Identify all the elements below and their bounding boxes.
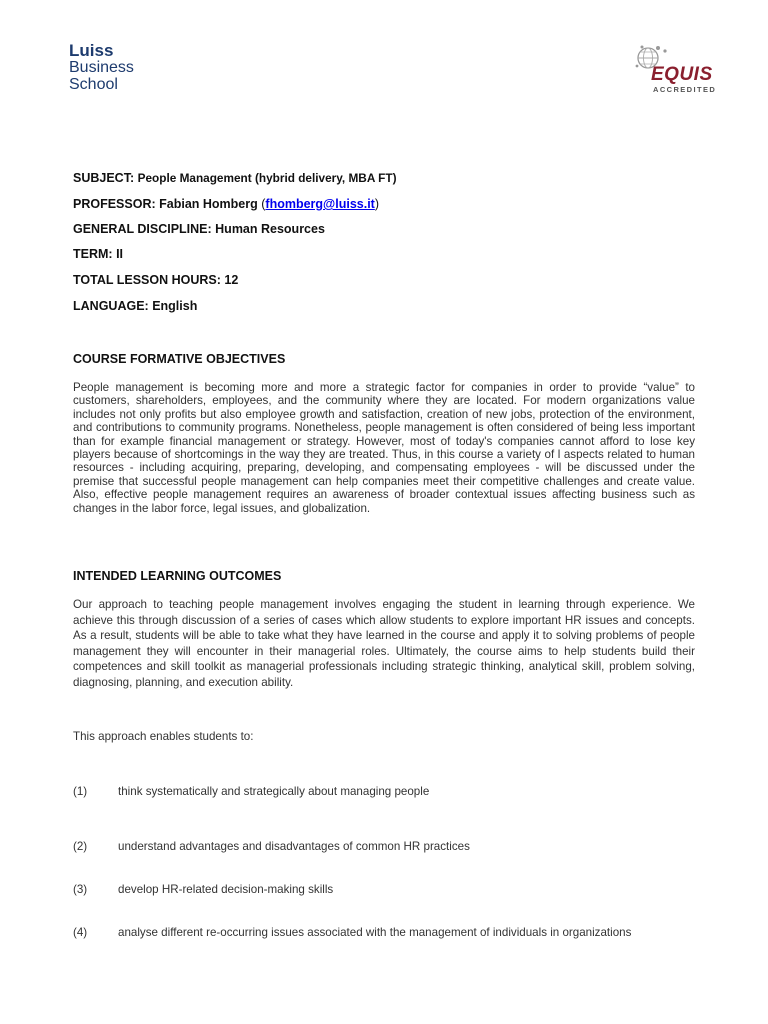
subject-value: People Management (hybrid delivery, MBA FT) [137,171,397,185]
luiss-logo-line1: Luiss [69,41,114,60]
outcome-item-text: develop HR-related decision-making skills [118,883,334,896]
professor-line [73,197,379,211]
outcome-item-number: (3) [73,883,88,896]
outcome-item-number: (1) [73,785,88,798]
language-value: English [152,299,198,313]
professor-value: Fabian Homberg [159,197,258,211]
outcome-item-number: (2) [73,840,88,853]
outcomes-paragraph: Our approach to teaching people management involves engaging the student in learning through experience. We achieve this through discussion of a series of cases which allow students to explore important HR issues and concepts. As a result, students will be able to take what they have learned in the course and apply it to solving problems of people management they will encounter in their managerial roles. Ultimately, the course aims to help students build their competences and skill toolkit as managerial professionals including strategic thinking, analytical skill, problem solving, diagnosing, planning, and execution ability. [73,598,695,689]
discipline-line [73,222,325,236]
professor-paren-open: ( [261,197,266,211]
outcome-item-number: (4) [73,926,88,939]
luiss-logo [69,42,134,93]
equis-logo-sub: ACCREDITED [653,85,717,94]
outcome-item-text: understand advantages and disadvantages of common HR practices [118,840,470,853]
outcome-item-text: analyse different re-occurring issues associated with the management of individuals in organizations [118,926,632,939]
term-line [73,247,123,261]
term-value: II [116,247,124,261]
equis-logo-word: EQUIS [651,64,713,85]
hours-line [73,273,238,287]
language-label: LANGUAGE: [73,299,149,313]
professor-paren-close: ) [374,197,380,211]
hours-label: TOTAL LESSON HOURS: [73,273,221,287]
professor-label: PROFESSOR: [73,197,156,211]
language-line [73,299,197,313]
subject-label: SUBJECT: [73,171,135,185]
hours-value: 12 [224,273,239,287]
outcomes-intro: This approach enables students to: [73,730,254,743]
subject-line [73,171,397,185]
discipline-value: Human Resources [215,222,325,236]
discipline-label: GENERAL DISCIPLINE: [73,222,212,236]
term-label: TERM: [73,247,113,261]
objectives-heading: COURSE FORMATIVE OBJECTIVES [73,352,286,366]
professor-email-link[interactable]: fhomberg@luiss.it [265,197,375,211]
luiss-logo-line2: Business [69,59,134,76]
outcome-item-text: think systematically and strategically about managing people [118,785,430,798]
outcomes-heading: INTENDED LEARNING OUTCOMES [73,569,282,583]
luiss-logo-line3: School [69,76,118,93]
equis-logo [634,42,724,96]
objectives-paragraph: People management is becoming more and more a strategic factor for companies in order to provide “value” to customers, shareholders, employees, and the community where they are located. For modern organizations value includes not only profits but also employee growth and satisfaction, creation of new jobs, protection of the environment, and contributions to community programs. Nonetheless, people management is often considered of being less important than for example financial management or strategy. However, most of today's companies cannot afford to lose key players because of shortcomings in the way they are treated. Thus, in this course a variety of l aspects related to human resources - including acquiring, preparing, developing, and compensating employees - will be discussed under the premise that successful people management can help companies meet their competitive challenges and create value. Also, effective people management requires an awareness of broader contextual issues affecting business such as changes in the labor force, legal issues, and globalization. [73,381,695,515]
